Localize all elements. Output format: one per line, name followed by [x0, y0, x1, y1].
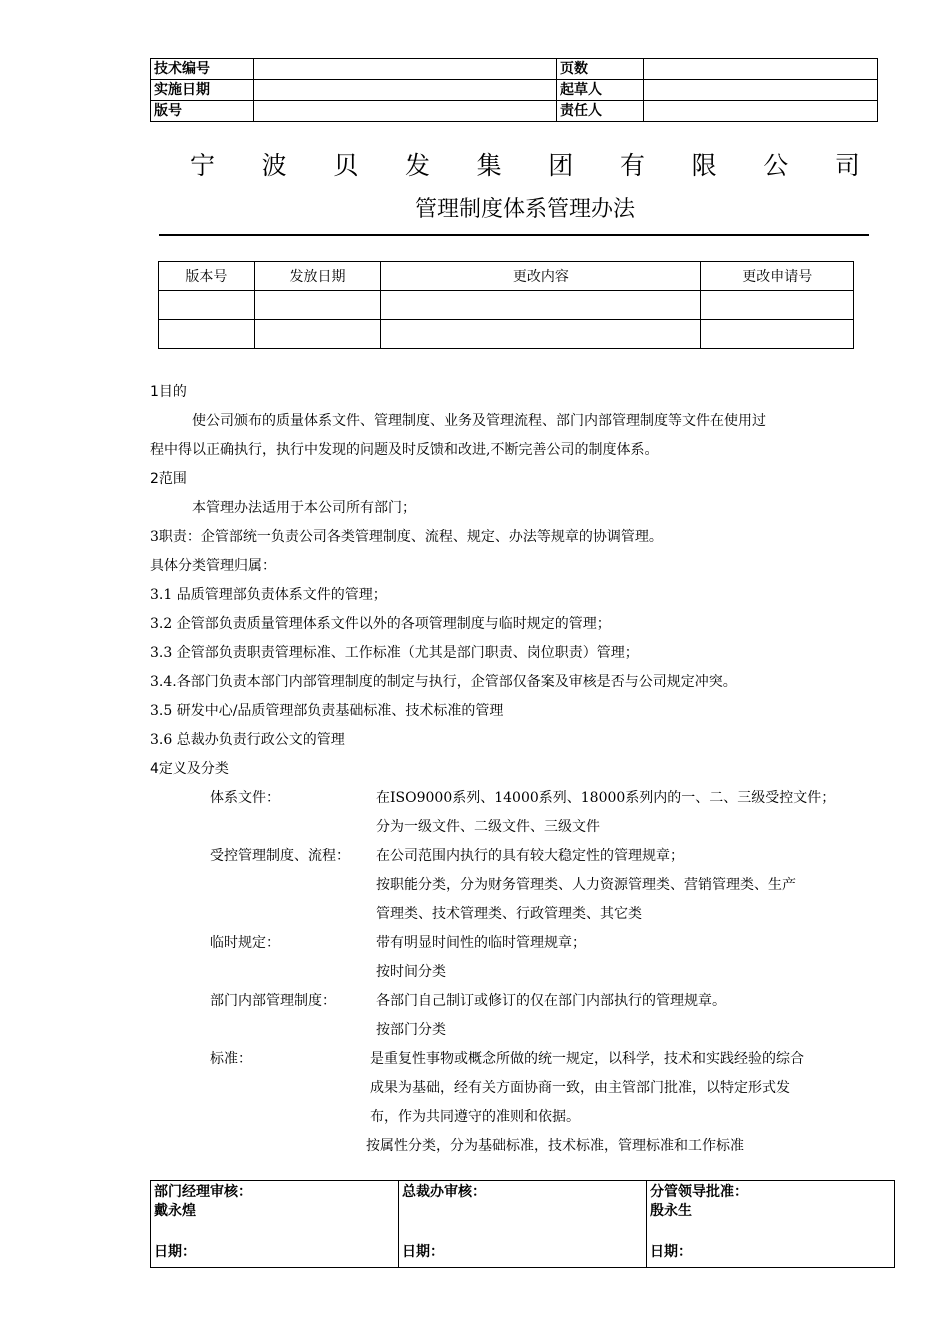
definition-text: 按属性分类，分为基础标准，技术标准，管理标准和工作标准 [366, 1138, 744, 1154]
paragraph-line: 使公司颁布的质量体系文件、管理制度、业务及管理流程、部门内部管理制度等文件在使用过 [192, 413, 766, 429]
drafter-label: 起草人 [557, 80, 644, 101]
list-item: 3.3 企管部负责职责管理标准、工作标准（尤其是部门职责、岗位职责）管理； [150, 645, 639, 661]
document-body [150, 378, 890, 1161]
list-item: 3.4.各部门负责本部门内部管理制度的制定与执行，企管部仅备案及审核是否与公司规定冲突。 [150, 674, 737, 690]
definition-text: 在ISO9000系列、14000系列、18000系列内的一、二、三级受控文件； [376, 790, 836, 806]
paragraph-line: 具体分类管理归属： [150, 558, 276, 574]
definition-text: 按职能分类，分为财务管理类、人力资源管理类、营销管理类、生产 [376, 877, 796, 893]
list-item: 3.2 企管部负责质量管理体系文件以外的各项管理制度与临时规定的管理； [150, 616, 611, 632]
definition-row [150, 784, 890, 813]
table-cell [701, 291, 854, 320]
reviewer-name: 戴永煌 [154, 1203, 196, 1219]
list-item: 3.1 品质管理部负责体系文件的管理； [150, 587, 387, 603]
approval-row [151, 1181, 895, 1268]
company-char: 司 [834, 151, 860, 180]
company-char: 发 [404, 151, 430, 180]
revision-header-row [159, 262, 854, 291]
info-row [151, 59, 878, 80]
table-cell [381, 320, 701, 349]
definition-term: 标准： [210, 1051, 252, 1067]
info-row [151, 101, 878, 122]
responsible-label: 责任人 [557, 101, 644, 122]
definition-row [150, 1016, 890, 1045]
company-char: 有 [619, 151, 645, 180]
drafter-value [644, 80, 878, 101]
definition-text: 带有明显时间性的临时管理规章； [376, 935, 586, 951]
company-name [190, 146, 860, 182]
document-info-table [150, 58, 878, 122]
definition-text: 分为一级文件、二级文件、三级文件 [376, 819, 600, 835]
definition-text: 管理类、技术管理类、行政管理类、其它类 [376, 906, 642, 922]
definition-text: 按时间分类 [376, 964, 446, 980]
company-char: 波 [261, 151, 287, 180]
company-char: 贝 [333, 151, 359, 180]
table-cell [701, 320, 854, 349]
company-char: 集 [476, 151, 502, 180]
table-row [159, 291, 854, 320]
definition-row [150, 1074, 890, 1103]
president-office-review-cell [399, 1181, 647, 1268]
company-char: 公 [763, 151, 789, 180]
table-cell [254, 291, 381, 320]
definition-row [150, 958, 890, 987]
definition-term: 临时规定： [210, 935, 280, 951]
review-label: 总裁办审核： [402, 1184, 486, 1200]
approval-table [150, 1180, 895, 1268]
section-heading: 1目的 [150, 384, 187, 400]
paragraph-line: 本管理办法适用于本公司所有部门； [192, 500, 416, 516]
definition-row [150, 929, 890, 958]
list-item: 3.6 总裁办负责行政公文的管理 [150, 732, 345, 748]
definition-row [150, 842, 890, 871]
definition-term: 部门内部管理制度： [210, 993, 336, 1009]
edition-value [254, 101, 557, 122]
section-heading: 3职责：企管部统一负责公司各类管理制度、流程、规定、办法等规章的协调管理。 [150, 529, 663, 545]
definition-text: 成果为基础，经有关方面协商一致，由主管部门批准，以特定形式发 [370, 1080, 790, 1096]
tech-number-value [254, 59, 557, 80]
title-divider [159, 234, 869, 236]
table-cell [159, 320, 255, 349]
date-label: 日期： [154, 1244, 196, 1260]
definition-row [150, 871, 890, 900]
company-char: 宁 [190, 151, 216, 180]
definition-text: 按部门分类 [376, 1022, 446, 1038]
table-cell [159, 291, 255, 320]
effective-date-value [254, 80, 557, 101]
definition-row [150, 1045, 890, 1074]
effective-date-label: 实施日期 [151, 80, 254, 101]
definition-row [150, 1103, 890, 1132]
review-label: 分管领导批准： [650, 1184, 748, 1200]
table-cell [254, 320, 381, 349]
date-label: 日期： [402, 1244, 444, 1260]
definition-text: 布，作为共同遵守的准则和依据。 [370, 1109, 580, 1125]
section-heading: 2范围 [150, 471, 187, 487]
responsible-value [644, 101, 878, 122]
definition-term: 受控管理制度、流程： [210, 848, 350, 864]
tech-number-label: 技术编号 [151, 59, 254, 80]
revision-col-version: 版本号 [159, 262, 255, 291]
definition-row [150, 900, 890, 929]
definition-text: 各部门自己制订或修订的仅在部门内部执行的管理规章。 [376, 993, 726, 1009]
info-row [151, 80, 878, 101]
leader-approval-cell [647, 1181, 895, 1268]
revision-col-request: 更改申请号 [701, 262, 854, 291]
page-count-label: 页数 [557, 59, 644, 80]
review-label: 部门经理审核： [154, 1184, 252, 1200]
table-cell [381, 291, 701, 320]
page-count-value [644, 59, 878, 80]
revision-table [158, 261, 854, 349]
company-char: 团 [548, 151, 574, 180]
table-row [159, 320, 854, 349]
definition-text: 是重复性事物或概念所做的统一规定，以科学，技术和实践经验的综合 [370, 1051, 804, 1067]
edition-label: 版号 [151, 101, 254, 122]
dept-manager-review-cell [151, 1181, 399, 1268]
list-item: 3.5 研发中心/品质管理部负责基础标准、技术标准的管理 [150, 703, 504, 719]
definition-row [150, 813, 890, 842]
definition-term: 体系文件： [210, 790, 280, 806]
revision-col-content: 更改内容 [381, 262, 701, 291]
section-heading: 4定义及分类 [150, 761, 229, 777]
date-label: 日期： [650, 1244, 692, 1260]
company-char: 限 [691, 151, 717, 180]
reviewer-name: 殷永生 [650, 1203, 692, 1219]
definition-text: 在公司范围内执行的具有较大稳定性的管理规章； [376, 848, 684, 864]
paragraph-line: 程中得以正确执行，执行中发现的问题及时反馈和改进,不断完善公司的制度体系。 [150, 442, 659, 458]
revision-col-date: 发放日期 [254, 262, 381, 291]
definition-row [150, 1132, 890, 1161]
document-title: 管理制度体系管理办法 [414, 197, 635, 222]
definition-row [150, 987, 890, 1016]
